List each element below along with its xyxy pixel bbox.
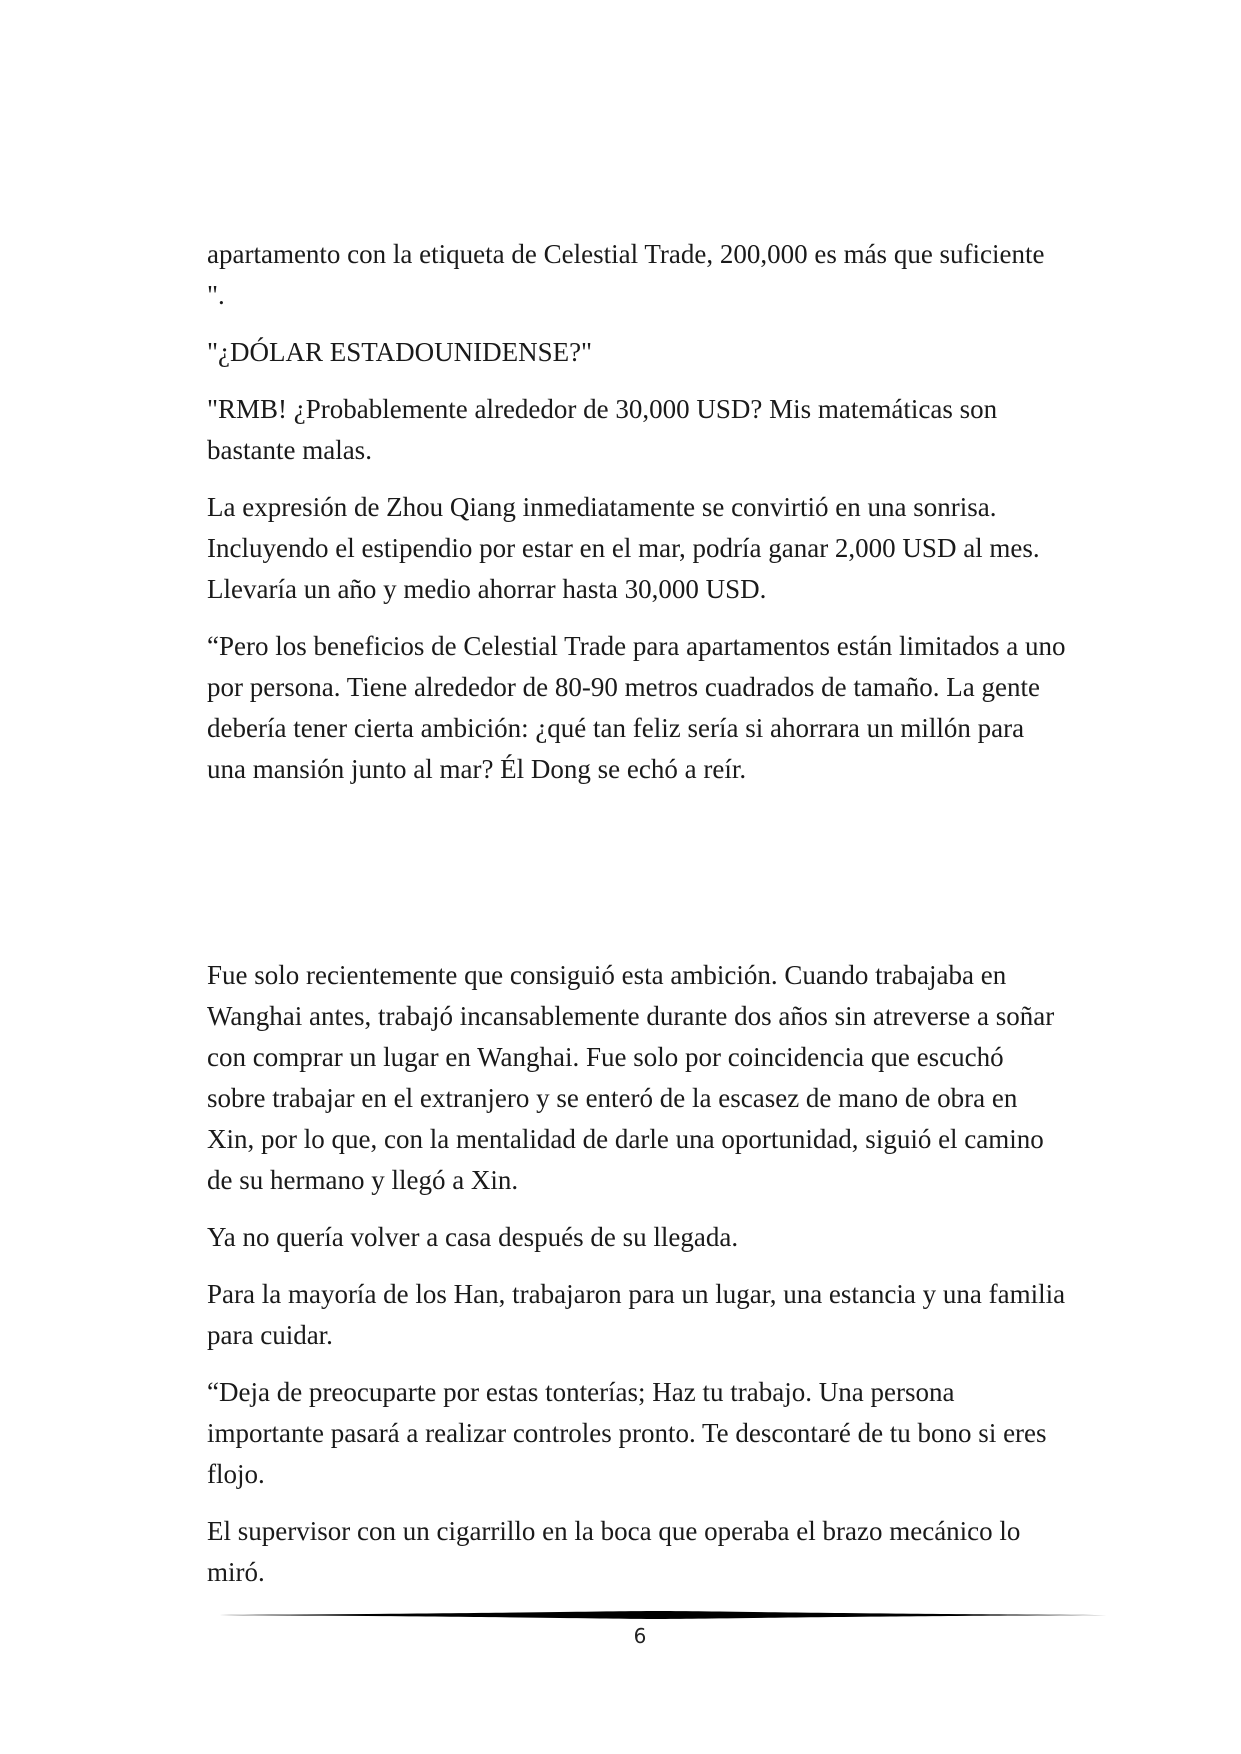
paragraph: La expresión de Zhou Qiang inmediatamente se convirtió en una sonrisa. Incluyendo el estipendio por estar en el mar, podría ganar 2,000 USD al mes. Llevaría un año y medio ahorrar hasta 30,000 USD. — [207, 492, 1040, 604]
paragraph: “Deja de preocuparte por estas tonterías; Haz tu trabajo. Una persona importante pasará a realizar controles pronto. Te descontaré de tu bono si eres flojo. — [207, 1377, 1047, 1489]
footer-divider — [207, 1610, 1107, 1620]
paragraph: apartamento con la etiqueta de Celestial Trade, 200,000 es más que suficiente ". — [207, 239, 1045, 310]
paragraph: Fue solo recientemente que consiguió esta ambición. Cuando trabajaba en Wanghai antes, trabajó incansablemente durante dos años sin atreverse a soñar con comprar un lugar en Wanghai. Fue solo por coincidencia que escuchó sobre trabajar en el extranjero y se enteró de la escasez de mano de obra en Xin, por lo que, con la mentalidad de darle una oportunidad, siguió el camino de su hermano y llegó a Xin. — [207, 960, 1055, 1195]
body-text-top — [207, 234, 1067, 806]
paragraph: Ya no quería volver a casa después de su llegada. — [207, 1222, 739, 1252]
paragraph: “Pero los beneficios de Celestial Trade para apartamentos están limitados a uno por persona. Tiene alrededor de 80-90 metros cuadrados de tamaño. La gente debería tener cierta ambición: ¿qué tan feliz sería si ahorrara un millón para una mansión junto al mar? Él Dong se echó a reír. — [207, 631, 1066, 784]
body-text-bottom — [207, 955, 1067, 1609]
paragraph: El supervisor con un cigarrillo en la boca que operaba el brazo mecánico lo miró. — [207, 1516, 1021, 1587]
paragraph: "¿DÓLAR ESTADOUNIDENSE?" — [207, 337, 593, 367]
paragraph: "RMB! ¿Probablemente alrededor de 30,000 USD? Mis matemáticas son bastante malas. — [207, 394, 998, 465]
page-number: 6 — [633, 1624, 647, 1648]
paragraph: Para la mayoría de los Han, trabajaron para un lugar, una estancia y una familia para cuidar. — [207, 1279, 1066, 1350]
